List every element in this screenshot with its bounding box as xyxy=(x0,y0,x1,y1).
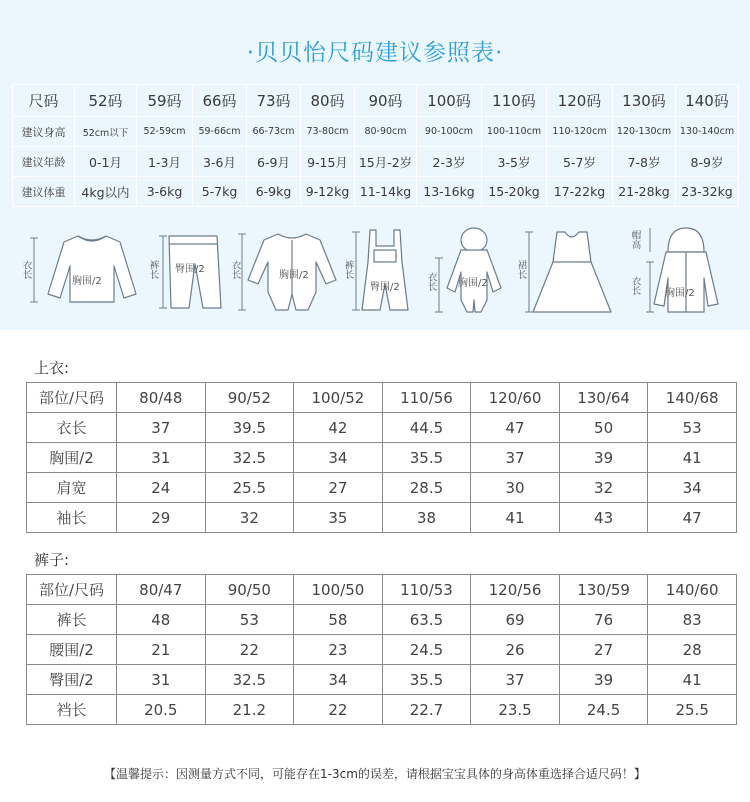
chest-label: 胸围/2 xyxy=(72,276,102,287)
table-cell: 3-6kg xyxy=(137,177,193,207)
table-cell: 15-20kg xyxy=(482,177,547,207)
length-label: 裤长 xyxy=(147,260,159,279)
table-cell: 7-8岁 xyxy=(613,147,676,177)
header-cell: 部位/尺码 xyxy=(27,575,117,605)
table-cell: 20.5 xyxy=(117,695,206,725)
table-cell: 34 xyxy=(648,473,737,503)
pants-section-label: 裤子: xyxy=(34,551,70,569)
header-cell: 110/56 xyxy=(382,383,471,413)
length-label: 衣长 xyxy=(229,260,241,279)
size-cell: 66码 xyxy=(193,85,247,117)
table-cell: 39 xyxy=(559,665,648,695)
pants-diagram xyxy=(145,222,225,322)
hooded-romper-diagram xyxy=(425,222,515,322)
tops-section-label: 上衣: xyxy=(34,359,70,377)
table-cell: 24 xyxy=(117,473,206,503)
table-cell: 52cm以下 xyxy=(75,117,137,147)
table-row xyxy=(27,443,737,473)
table-cell: 41 xyxy=(471,503,560,533)
table-cell: 32.5 xyxy=(205,665,294,695)
table-cell: 76 xyxy=(559,605,648,635)
row-label: 裆长 xyxy=(27,695,117,725)
table-cell: 53 xyxy=(205,605,294,635)
size-header-row xyxy=(13,85,739,117)
table-cell: 80-90cm xyxy=(355,117,417,147)
table-cell: 25.5 xyxy=(648,695,737,725)
header-cell: 100/52 xyxy=(294,383,383,413)
table-cell: 23.5 xyxy=(471,695,560,725)
size-cell: 80码 xyxy=(301,85,355,117)
header-cell: 120/60 xyxy=(471,383,560,413)
table-row xyxy=(27,503,737,533)
hip-label: 臀围/2 xyxy=(370,282,400,293)
tops-measurement-table xyxy=(26,382,737,533)
table-cell: 24.5 xyxy=(559,695,648,725)
table-cell: 26 xyxy=(471,635,560,665)
row-label: 袖长 xyxy=(27,503,117,533)
table-cell: 27 xyxy=(559,635,648,665)
length-label: 衣长 xyxy=(20,260,32,279)
table-cell: 41 xyxy=(648,443,737,473)
table-cell: 21-28kg xyxy=(613,177,676,207)
size-cell: 52码 xyxy=(75,85,137,117)
table-cell: 42 xyxy=(294,413,383,443)
table-cell: 44.5 xyxy=(382,413,471,443)
table-cell: 73-80cm xyxy=(301,117,355,147)
row-label: 裤长 xyxy=(27,605,117,635)
table-cell: 35 xyxy=(294,503,383,533)
dress-diagram xyxy=(515,222,620,322)
table-cell: 130-140cm xyxy=(676,117,739,147)
length-label: 裤长 xyxy=(342,260,354,279)
table-cell: 43 xyxy=(559,503,648,533)
hooded-romper-icon xyxy=(425,222,515,322)
length-label: 裙长 xyxy=(515,260,527,279)
size-header-label: 尺码 xyxy=(13,85,75,117)
height-row xyxy=(13,117,739,147)
table-row xyxy=(27,413,737,443)
table-cell: 24.5 xyxy=(382,635,471,665)
row-label: 衣长 xyxy=(27,413,117,443)
length-label: 衣长 xyxy=(629,276,641,295)
table-cell: 9-12kg xyxy=(301,177,355,207)
hood-height-label: 帽高 xyxy=(629,230,641,249)
table-cell: 34 xyxy=(294,665,383,695)
table-cell: 0-1月 xyxy=(75,147,137,177)
header-cell: 120/56 xyxy=(471,575,560,605)
table-cell: 25.5 xyxy=(205,473,294,503)
size-cell: 73码 xyxy=(247,85,301,117)
table-cell: 37 xyxy=(471,665,560,695)
table-cell: 21.2 xyxy=(205,695,294,725)
table-cell: 6-9月 xyxy=(247,147,301,177)
weight-row xyxy=(13,177,739,207)
table-cell: 69 xyxy=(471,605,560,635)
size-guide-panel xyxy=(0,0,750,330)
table-cell: 11-14kg xyxy=(355,177,417,207)
table-cell: 90-100cm xyxy=(417,117,482,147)
size-cell: 130码 xyxy=(613,85,676,117)
chest-label: 胸围/2 xyxy=(458,278,488,289)
row-label: 建议身高 xyxy=(13,117,75,147)
header-cell: 80/47 xyxy=(117,575,206,605)
table-cell: 83 xyxy=(648,605,737,635)
row-label: 胸围/2 xyxy=(27,443,117,473)
table-cell: 100-110cm xyxy=(482,117,547,147)
header-cell: 140/68 xyxy=(648,383,737,413)
table-cell: 41 xyxy=(648,665,737,695)
size-cell: 59码 xyxy=(137,85,193,117)
overalls-diagram xyxy=(340,222,420,322)
table-header-row xyxy=(27,383,737,413)
table-cell: 37 xyxy=(117,413,206,443)
table-cell: 8-9岁 xyxy=(676,147,739,177)
table-cell: 35.5 xyxy=(382,443,471,473)
table-cell: 5-7岁 xyxy=(547,147,613,177)
table-cell: 22.7 xyxy=(382,695,471,725)
pants-measurement-table xyxy=(26,574,737,725)
table-cell: 23 xyxy=(294,635,383,665)
header-cell: 部位/尺码 xyxy=(27,383,117,413)
header-cell: 130/59 xyxy=(559,575,648,605)
row-label: 建议年龄 xyxy=(13,147,75,177)
measurement-tip: 【温馨提示：因测量方式不同，可能存在1-3cm的误差，请根据宝宝具体的身高体重选择合适尺码！】 xyxy=(104,767,646,781)
table-row xyxy=(27,695,737,725)
chest-label: 胸围/2 xyxy=(279,270,309,281)
row-label: 建议体重 xyxy=(13,177,75,207)
table-row xyxy=(27,473,737,503)
table-cell: 38 xyxy=(382,503,471,533)
size-cell: 120码 xyxy=(547,85,613,117)
table-cell: 53 xyxy=(648,413,737,443)
table-row xyxy=(27,665,737,695)
header-cell: 110/53 xyxy=(382,575,471,605)
header-cell: 140/60 xyxy=(648,575,737,605)
table-cell: 52-59cm xyxy=(137,117,193,147)
table-cell: 3-6月 xyxy=(193,147,247,177)
table-cell: 29 xyxy=(117,503,206,533)
table-cell: 30 xyxy=(471,473,560,503)
chest-label: 胸围/2 xyxy=(665,288,695,299)
size-recommendation-table xyxy=(12,84,739,207)
table-cell: 31 xyxy=(117,665,206,695)
table-cell: 17-22kg xyxy=(547,177,613,207)
table-cell: 28 xyxy=(648,635,737,665)
table-cell: 21 xyxy=(117,635,206,665)
table-cell: 32 xyxy=(205,503,294,533)
table-cell: 22 xyxy=(294,695,383,725)
size-cell: 90码 xyxy=(355,85,417,117)
table-cell: 35.5 xyxy=(382,665,471,695)
table-cell: 2-3岁 xyxy=(417,147,482,177)
table-cell: 13-16kg xyxy=(417,177,482,207)
table-cell: 47 xyxy=(648,503,737,533)
table-cell: 15月-2岁 xyxy=(355,147,417,177)
table-cell: 22 xyxy=(205,635,294,665)
table-cell: 110-120cm xyxy=(547,117,613,147)
table-cell: 3-5岁 xyxy=(482,147,547,177)
table-cell: 120-130cm xyxy=(613,117,676,147)
size-cell: 110码 xyxy=(482,85,547,117)
header-cell: 90/50 xyxy=(205,575,294,605)
table-cell: 50 xyxy=(559,413,648,443)
table-cell: 1-3月 xyxy=(137,147,193,177)
table-cell: 39.5 xyxy=(205,413,294,443)
hooded-coat-diagram xyxy=(622,222,742,322)
table-cell: 37 xyxy=(471,443,560,473)
header-cell: 130/64 xyxy=(559,383,648,413)
table-cell: 4kg以内 xyxy=(75,177,137,207)
age-row xyxy=(13,147,739,177)
size-cell: 100码 xyxy=(417,85,482,117)
table-cell: 32.5 xyxy=(205,443,294,473)
table-cell: 58 xyxy=(294,605,383,635)
dress-icon xyxy=(515,222,620,322)
table-row xyxy=(27,635,737,665)
table-cell: 6-9kg xyxy=(247,177,301,207)
header-cell: 80/48 xyxy=(117,383,206,413)
table-row xyxy=(27,605,737,635)
header-cell: 100/50 xyxy=(294,575,383,605)
table-cell: 34 xyxy=(294,443,383,473)
table-cell: 48 xyxy=(117,605,206,635)
table-cell: 27 xyxy=(294,473,383,503)
header-cell: 90/52 xyxy=(205,383,294,413)
table-cell: 59-66cm xyxy=(193,117,247,147)
table-cell: 47 xyxy=(471,413,560,443)
size-cell: 140码 xyxy=(676,85,739,117)
page-title: ·贝贝怡尺码建议参照表· xyxy=(246,40,504,66)
table-header-row xyxy=(27,575,737,605)
hip-label: 臀围/2 xyxy=(175,264,205,275)
table-cell: 9-15月 xyxy=(301,147,355,177)
table-cell: 39 xyxy=(559,443,648,473)
table-cell: 32 xyxy=(559,473,648,503)
garment-diagrams xyxy=(0,222,750,322)
table-cell: 63.5 xyxy=(382,605,471,635)
length-label: 衣长 xyxy=(425,272,437,291)
row-label: 臀围/2 xyxy=(27,665,117,695)
table-cell: 31 xyxy=(117,443,206,473)
romper-diagram xyxy=(228,222,343,322)
row-label: 腰围/2 xyxy=(27,635,117,665)
shirt-diagram xyxy=(20,222,140,322)
table-cell: 5-7kg xyxy=(193,177,247,207)
table-cell: 23-32kg xyxy=(676,177,739,207)
table-cell: 28.5 xyxy=(382,473,471,503)
row-label: 肩宽 xyxy=(27,473,117,503)
table-cell: 66-73cm xyxy=(247,117,301,147)
